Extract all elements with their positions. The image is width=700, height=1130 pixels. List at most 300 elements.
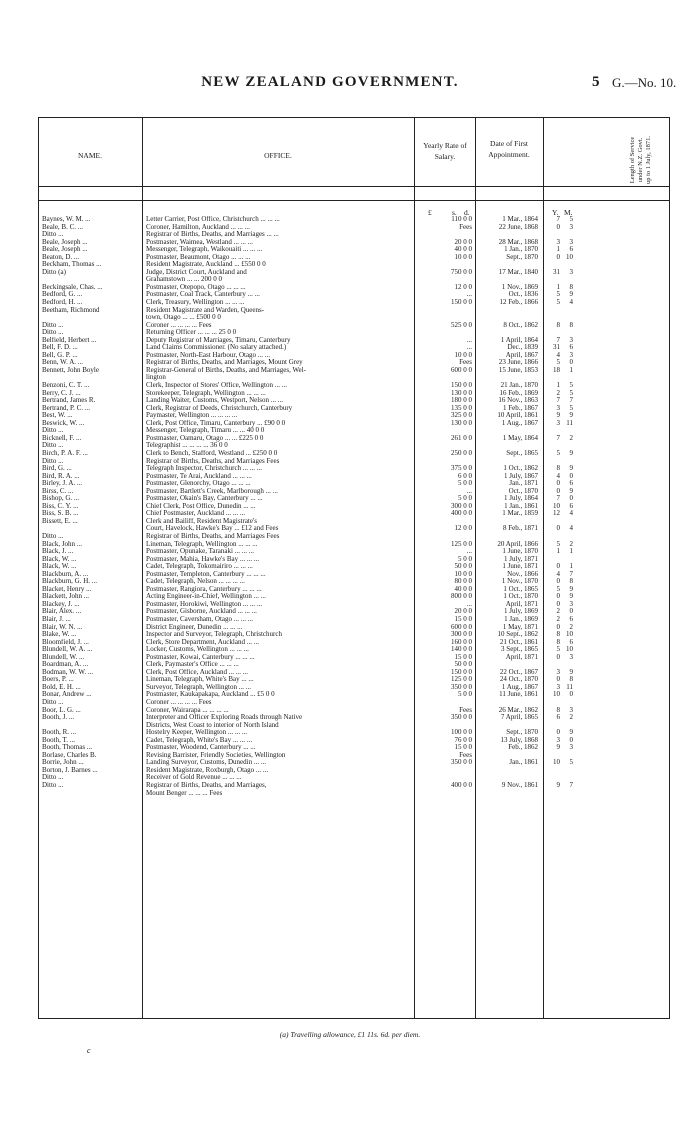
page-title: NEW ZEALAND GOVERNMENT.	[201, 74, 459, 90]
cell-years: 5	[556, 358, 560, 367]
table-row	[0, 691, 700, 699]
table-row	[0, 420, 700, 428]
cell-salary: ...	[466, 547, 472, 556]
cell-name: Blair, Alex. ...	[42, 608, 82, 616]
cell-name: Birley, J. A. ...	[42, 480, 83, 488]
cell-appointed: 16 Nov., 1863	[498, 396, 538, 405]
cell-years: 12	[553, 509, 560, 518]
cell-name: Beckham, Thomas ...	[42, 261, 102, 269]
cell-office: Returning Officer ... ... ... 25 0 0	[146, 329, 237, 337]
cell-salary: 600 0 0	[451, 622, 472, 631]
cell-years: 3	[556, 403, 560, 412]
cell-name: Bissett, E. ...	[42, 517, 78, 525]
cell-appointed: Sept., 1865	[506, 448, 538, 457]
table-row	[0, 473, 700, 481]
cell-years: 9	[556, 411, 560, 420]
cell-office: District Engineer, Dunedin ... ... ...	[146, 623, 243, 631]
table-row	[0, 646, 700, 654]
cell-years: 2	[556, 607, 560, 616]
cell-office: Districts, West Coast to interior of North Island	[146, 721, 279, 729]
cell-appointed: 1 Nov., 1870	[501, 577, 538, 586]
cell-office: Clerk, Post Office, Timaru, Canterbury ... £90 0 0	[146, 419, 286, 427]
cell-months: 7	[569, 396, 573, 405]
unit-years: Y.	[552, 208, 559, 217]
cell-months: 4	[569, 509, 573, 518]
cell-office: Inspector and Surveyor, Telegraph, Christchurch	[146, 631, 282, 639]
cell-office: Land Claims Commissioner. (No salary attached.)	[146, 344, 287, 352]
table-row	[0, 435, 700, 443]
cell-salary: 15 0 0	[454, 614, 472, 623]
table-row	[0, 405, 700, 413]
cell-office: Registrar of Births, Deaths, and Marriages,	[146, 782, 267, 790]
cell-name: Boardman, A. ...	[42, 661, 89, 669]
cell-name: Boers, P. ...	[42, 676, 74, 684]
cell-months: 2	[569, 539, 573, 548]
cell-appointed: 1 Jan., 1870	[504, 245, 538, 254]
cell-office: Postmaster, Okain's Bay, Canterbury ... ...	[146, 495, 263, 503]
table-row	[0, 337, 700, 345]
cell-name: Ditto (a)	[42, 268, 66, 276]
column-header-service: Length of Service under N.Z. Govt. up to 1 July, 1871.	[629, 136, 652, 184]
table-row	[0, 563, 700, 571]
cell-office: Chief Postmaster, Auckland ... ... ...	[146, 510, 246, 518]
table-row	[0, 450, 700, 458]
cell-appointed: 1 July, 1864	[504, 494, 538, 503]
unit-months: M.	[564, 208, 573, 217]
cell-office: Resident Magistrate and Warden, Queens-	[146, 306, 265, 314]
cell-appointed: 3 Sept., 1865	[501, 645, 538, 654]
cell-name: Blundell, W. ...	[42, 653, 85, 661]
cell-salary: 400 0 0	[451, 781, 472, 790]
cell-name: Bicknell, F. ...	[42, 434, 82, 442]
cell-months: 4	[569, 298, 573, 307]
cell-office: Resident Magistrate, Roxburgh, Otago ... ...	[146, 766, 269, 774]
cell-office: Postmaster, Kaukapakapa, Auckland ... £5 0 0	[146, 691, 275, 699]
cell-appointed: 1 July, 1867	[504, 471, 538, 480]
cell-name: Bertrand, James R.	[42, 397, 96, 405]
cell-months: 9	[569, 592, 573, 601]
cell-salary: 12 0 0	[454, 282, 472, 291]
cell-months: 9	[569, 448, 573, 457]
cell-months: 9	[569, 728, 573, 737]
cell-months: 1	[569, 562, 573, 571]
cell-appointed: 1 Jan., 1869	[504, 614, 538, 623]
cell-months: 8	[569, 577, 573, 586]
cell-office: Coroner ... ... ... ... Fees	[146, 321, 212, 329]
cell-years: 0	[556, 675, 560, 684]
cell-years: 0	[556, 486, 560, 495]
cell-years: 9	[556, 781, 560, 790]
cell-years: 5	[556, 539, 560, 548]
cell-appointed: 9 Nov., 1861	[501, 781, 538, 790]
unit-shillings: s.	[452, 208, 457, 217]
cell-salary: 140 0 0	[451, 645, 472, 654]
table-row	[0, 654, 700, 662]
cell-months: 5	[569, 403, 573, 412]
table-row	[0, 767, 700, 775]
cell-office: Postmaster, Horokiwi, Wellington ... ... ...	[146, 600, 263, 608]
cell-appointed: 1 July, 1871	[504, 554, 538, 563]
cell-years: 5	[556, 448, 560, 457]
cell-appointed: 1 Nov., 1869	[501, 282, 538, 291]
table-row	[0, 291, 700, 299]
page-number: 5	[592, 74, 600, 90]
cell-name: Bedford, G. ...	[42, 291, 83, 299]
cell-office: Registrar of Births, Deaths, and Marriages Fees	[146, 532, 280, 540]
table-row	[0, 541, 700, 549]
cell-salary: ...	[466, 343, 472, 352]
cell-months: 9	[569, 584, 573, 593]
cell-appointed: Sept., 1870	[506, 252, 538, 261]
cell-office: Lineman, Telegraph, White's Bay ... ...	[146, 676, 254, 684]
unit-pence: d.	[464, 208, 470, 217]
table-row	[0, 322, 700, 330]
cell-years: 3	[556, 667, 560, 676]
cell-name: Borton, J. Barnes ...	[42, 766, 98, 774]
cell-salary: 20 0 0	[454, 237, 472, 246]
cell-name: Ditto ...	[42, 427, 64, 435]
cell-years: 0	[556, 577, 560, 586]
cell-months: 8	[569, 320, 573, 329]
cell-appointed: Jan., 1861	[509, 758, 538, 767]
cell-salary: 150 0 0	[451, 298, 472, 307]
cell-months: 5	[569, 388, 573, 397]
cell-office: Postmaster, Waimea, Westland ... ... ...	[146, 238, 253, 246]
table-row	[0, 722, 700, 730]
table-row	[0, 299, 700, 307]
header-rule	[38, 200, 670, 201]
table-row	[0, 608, 700, 616]
cell-name: Bird, R. A. ...	[42, 472, 80, 480]
cell-appointed: 1 Feb., 1867	[503, 403, 538, 412]
cell-salary: Fees	[459, 705, 472, 714]
cell-appointed: April, 1871	[505, 599, 538, 608]
cell-salary: 50 0 0	[454, 660, 472, 669]
cell-name: Booth, T. ...	[42, 736, 75, 744]
cell-salary: 6 0 0	[458, 471, 472, 480]
table-row	[0, 465, 700, 473]
cell-office: Clerk, Paymaster's Office ... ... ...	[146, 661, 239, 669]
cell-appointed: Nov., 1866	[507, 569, 538, 578]
cell-appointed: 1 Aug., 1867	[501, 682, 538, 691]
cell-years: 2	[556, 388, 560, 397]
cell-months: 5	[569, 215, 573, 223]
cell-months: 7	[569, 781, 573, 790]
column-header-salary: Yearly Rate of Salary.	[423, 141, 467, 161]
cell-appointed: Sept., 1870	[506, 728, 538, 737]
cell-office: Cadet, Telegraph, Nelson ... ... ... ...	[146, 578, 245, 586]
cell-salary: 5 0 0	[458, 494, 472, 503]
cell-name: Beale, B. C. ...	[42, 223, 84, 231]
cell-months: 6	[569, 479, 573, 488]
table-row	[0, 593, 700, 601]
table-row	[0, 382, 700, 390]
cell-months: 0	[569, 358, 573, 367]
cell-name: Black, J. ...	[42, 548, 74, 556]
cell-years: 3	[556, 418, 560, 427]
table-row	[0, 525, 700, 533]
cell-office: Postmaster, North-East Harbour, Otago ... ...	[146, 351, 271, 359]
cell-name: Birss, C. ...	[42, 487, 74, 495]
cell-salary: 250 0 0	[451, 448, 472, 457]
cell-years: 8	[556, 637, 560, 646]
cell-name: Ditto ...	[42, 329, 64, 337]
cell-salary: 130 0 0	[451, 418, 472, 427]
cell-office: Clerk, Store Department, Auckland ... ...	[146, 638, 259, 646]
cell-office: Telegraph Inspector, Christchurch ... ... ...	[146, 465, 263, 473]
cell-appointed: 16 Feb., 1869	[499, 388, 538, 397]
table-row	[0, 442, 700, 450]
cell-appointed: 24 Oct., 1870	[499, 675, 538, 684]
cell-office: Messenger, Telegraph, Waikouaiti ... ... ...	[146, 246, 263, 254]
cell-name: Ditto ...	[42, 321, 64, 329]
cell-years: 3	[556, 237, 560, 246]
cell-name: Benzoni, C. T. ...	[42, 382, 90, 390]
cell-name: Black, W. ...	[42, 563, 77, 571]
table-row	[0, 707, 700, 715]
table-row	[0, 374, 700, 382]
cell-salary: 150 0 0	[451, 381, 472, 390]
cell-office: Registrar of Births, Deaths, and Marriages Fees	[146, 457, 280, 465]
cell-months: 9	[569, 667, 573, 676]
cell-name: Benn, W. A. ...	[42, 359, 84, 367]
cell-office: Postmaster, Opunake, Taranaki ... ... ...	[146, 548, 254, 556]
cell-appointed: 28 Mar., 1868	[498, 237, 538, 246]
cell-office: Letter Carrier, Post Office, Christchurch ... ... ...	[146, 216, 280, 223]
cell-name: Booth, Thomas ...	[42, 744, 93, 752]
table-body	[0, 216, 700, 797]
cell-name: Boor, L. G. ...	[42, 706, 81, 714]
cell-salary: 100 0 0	[451, 728, 472, 737]
cell-salary: 5 0 0	[458, 554, 472, 563]
table-row	[0, 586, 700, 594]
cell-office: Messenger, Telegraph, Timaru ... ... 40 0 0	[146, 427, 265, 435]
table-row	[0, 329, 700, 337]
cell-years: 4	[556, 471, 560, 480]
cell-salary: 160 0 0	[451, 637, 472, 646]
cell-salary: 750 0 0	[451, 267, 472, 276]
cell-appointed: Oct., 1870	[508, 486, 538, 495]
cell-salary: 261 0 0	[451, 433, 472, 442]
table-row	[0, 246, 700, 254]
cell-office: Coroner, Wairarapa ... ... ... ...	[146, 706, 229, 714]
cell-appointed: Oct., 1836	[508, 290, 538, 299]
page-header	[0, 74, 700, 96]
table-row	[0, 782, 700, 790]
cell-months: 3	[569, 335, 573, 344]
table-row	[0, 790, 700, 798]
cell-salary: 130 0 0	[451, 388, 472, 397]
cell-office: Postmaster, Kowai, Canterbury ... ... ...	[146, 653, 255, 661]
cell-office: Postmaster, Bartlett's Creek, Marlborough ... ...	[146, 487, 278, 495]
table-row	[0, 480, 700, 488]
cell-years: 1	[556, 245, 560, 254]
cell-appointed: 1 April, 1864	[500, 335, 538, 344]
cell-office: Postmaster, Otepopo, Otago ... ... ...	[146, 283, 246, 291]
cell-appointed: 13 July, 1868	[500, 735, 538, 744]
cell-salary: 110 0 0	[451, 215, 472, 223]
cell-name: Bloomfield, J. ...	[42, 638, 89, 646]
cell-years: 7	[556, 335, 560, 344]
cell-months: 10	[566, 630, 573, 639]
cell-appointed: Jan., 1871	[509, 479, 538, 488]
table-row	[0, 744, 700, 752]
table-row	[0, 601, 700, 609]
cell-months: 0	[569, 735, 573, 744]
table-row	[0, 397, 700, 405]
cell-appointed: 1 Mar., 1864	[502, 215, 538, 223]
table-row	[0, 344, 700, 352]
cell-appointed: 23 June, 1866	[498, 358, 538, 367]
cell-years: 0	[556, 622, 560, 631]
cell-months: 0	[569, 690, 573, 699]
cell-name: Ditto ...	[42, 457, 64, 465]
cell-years: 0	[556, 652, 560, 661]
cell-office: Court, Havelock, Hawke's Bay ... £12 and Fees	[146, 525, 279, 533]
cell-office: Interpreter and Officer Exploring Roads through Native	[146, 714, 303, 722]
cell-name: Best, W. ...	[42, 412, 73, 420]
cell-salary: 5 0 0	[458, 479, 472, 488]
unit-pounds: £	[428, 208, 432, 217]
cell-months: 3	[569, 350, 573, 359]
cell-salary: 135 0 0	[451, 403, 472, 412]
cell-name: Berry, C. J. ...	[42, 389, 81, 397]
cell-office: Postmaster, Te Arai, Auckland ... ... ...	[146, 472, 252, 480]
cell-years: 2	[556, 614, 560, 623]
cell-name: Bennett, John Boyle	[42, 366, 99, 374]
cell-appointed: 11 June, 1861	[499, 690, 538, 699]
table-row	[0, 427, 700, 435]
cell-appointed: Feb., 1862	[508, 743, 538, 752]
cell-years: 5	[556, 584, 560, 593]
cell-office: Landing Surveyor, Customs, Dunedin ... ...	[146, 759, 267, 767]
table-row	[0, 714, 700, 722]
cell-salary: ...	[466, 335, 472, 344]
cell-salary: 800 0 0	[451, 592, 472, 601]
cell-office: Lineman, Telegraph, Wellington ... ... ...	[146, 540, 258, 548]
cell-office: Chief Clerk, Post Office, Dunedin ... ...	[146, 502, 256, 510]
cell-name: Borrie, John ...	[42, 759, 84, 767]
cell-salary: 400 0 0	[451, 509, 472, 518]
cell-salary: 50 0 0	[454, 562, 472, 571]
cell-office: Judge, District Court, Auckland and	[146, 268, 247, 276]
cell-years: 10	[553, 501, 560, 510]
cell-name: Blackey, J. ...	[42, 600, 80, 608]
cell-name: Birch, P. A. F. ...	[42, 449, 88, 457]
table-row	[0, 224, 700, 232]
table-row	[0, 631, 700, 639]
cell-office: Registrar of Births, Deaths, and Marriages, Mount Grey	[146, 359, 303, 367]
cell-years: 1	[556, 282, 560, 291]
table-row	[0, 276, 700, 284]
cell-months: 9	[569, 464, 573, 473]
table-row	[0, 729, 700, 737]
table-row	[0, 495, 700, 503]
table-row	[0, 458, 700, 466]
cell-years: 0	[556, 479, 560, 488]
cell-office: town, Otago ... ... £500 0 0	[146, 314, 221, 322]
cell-office: Mount Benger ... ... ... Fees	[146, 789, 223, 797]
cell-name: Beetham, Richmond	[42, 306, 100, 314]
cell-office: Clerk to Bench, Stafford, Westland ... £250 0 0	[146, 449, 278, 457]
cell-appointed: 10 Sept., 1862	[497, 630, 538, 639]
cell-office: Clerk and Bailiff, Resident Magistrate's	[146, 517, 257, 525]
cell-appointed: 22 Oct., 1867	[499, 667, 538, 676]
cell-name: Blackett, John ...	[42, 593, 90, 601]
cell-name: Bonar, Andrew ...	[42, 691, 92, 699]
cell-salary: 10 0 0	[454, 569, 472, 578]
cell-office: Postmaster, Rangiora, Canterbury ... ... ...	[146, 585, 262, 593]
cell-name: Booth, R. ...	[42, 729, 77, 737]
table-row	[0, 390, 700, 398]
cell-name: Ditto ...	[42, 774, 64, 782]
cell-appointed: 1 May, 1864	[502, 433, 538, 442]
table-row	[0, 352, 700, 360]
cell-years: 0	[556, 562, 560, 571]
cell-salary: 15 0 0	[454, 652, 472, 661]
table-row	[0, 216, 700, 224]
cell-years: 8	[556, 464, 560, 473]
cell-name: Blackburn, A. ...	[42, 570, 89, 578]
table-row	[0, 488, 700, 496]
table-row	[0, 239, 700, 247]
cell-name: Beckingsale, Chas. ...	[42, 283, 103, 291]
cell-months: 4	[569, 524, 573, 533]
cell-salary: 40 0 0	[454, 584, 472, 593]
cell-years: 1	[556, 381, 560, 390]
cell-months: 11	[566, 682, 573, 691]
cell-name: Ditto ...	[42, 699, 64, 706]
cell-appointed: 1 July, 1869	[504, 607, 538, 616]
cell-appointed: 20 April, 1866	[497, 539, 538, 548]
cell-salary: Fees	[459, 358, 472, 367]
cell-appointed: 10 April, 1861	[497, 411, 538, 420]
cell-appointed: 26 Mar., 1862	[498, 705, 538, 714]
cell-office: Postmaster, Coal Track, Canterbury ... ...	[146, 291, 260, 299]
cell-months: 2	[569, 622, 573, 631]
cell-name: Bishop, G. ...	[42, 495, 80, 503]
cell-salary: ...	[466, 599, 472, 608]
cell-years: 0	[556, 599, 560, 608]
cell-office: Coroner, Hamilton, Auckland ... ... ...	[146, 223, 250, 231]
cell-appointed: April, 1871	[505, 652, 538, 661]
table-row	[0, 556, 700, 564]
cell-months: 6	[569, 501, 573, 510]
cell-appointed: 1 Oct., 1862	[503, 464, 538, 473]
cell-name: Biss, C. Y. ...	[42, 502, 79, 510]
table-row	[0, 578, 700, 586]
cell-salary: 375 0 0	[451, 464, 472, 473]
cell-years: 7	[556, 396, 560, 405]
header-rule	[38, 186, 670, 187]
cell-appointed: 17 Mar., 1840	[498, 267, 538, 276]
cell-months: 6	[569, 343, 573, 352]
cell-office: Deputy Registrar of Marriages, Timaru, Canterbury	[146, 336, 291, 344]
cell-years: 8	[556, 320, 560, 329]
cell-years: 0	[556, 592, 560, 601]
cell-appointed: April, 1867	[505, 350, 538, 359]
table-row	[0, 307, 700, 315]
cell-years: 4	[556, 350, 560, 359]
cell-salary: 80 0 0	[454, 577, 472, 586]
cell-appointed: 21 Oct., 1861	[499, 637, 538, 646]
cell-salary: 12 0 0	[454, 524, 472, 533]
cell-office: Coroner ... ... ... ... Fees	[146, 699, 212, 706]
cell-salary: 125 0 0	[451, 539, 472, 548]
document-number: G.—No. 10.	[612, 75, 677, 90]
cell-office: Landing Waiter, Customs, Westport, Nelson ... ...	[146, 397, 283, 405]
table-row	[0, 314, 700, 322]
